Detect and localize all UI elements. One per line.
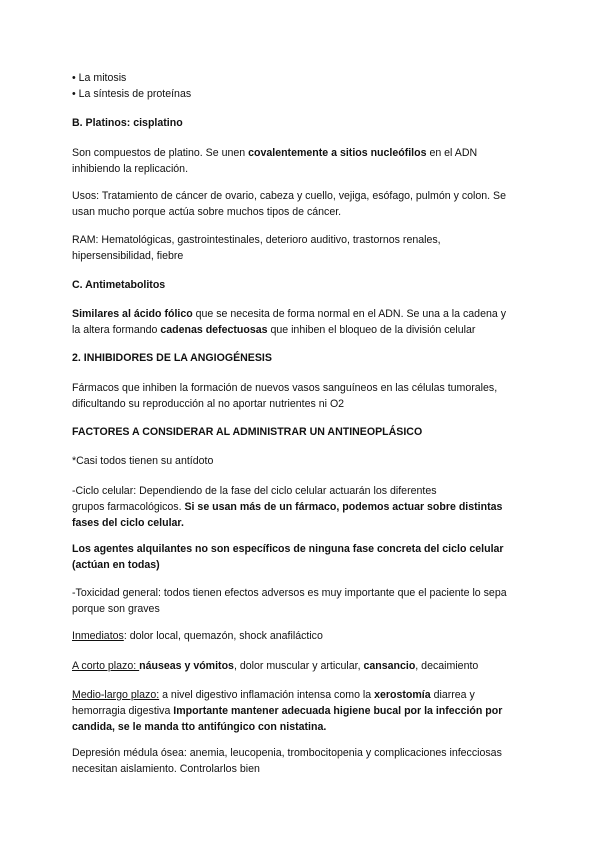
angiogenesis-paragraph: Fármacos que inhiben la formación de nuevos vasos sanguíneos en las células tumorales, dificultando su reproducción al no aportar nutrientes ni O2 bbox=[72, 382, 498, 410]
inmediatos-label: Inmediatos bbox=[72, 630, 124, 642]
ram-paragraph: RAM: Hematológicas, gastrointestinales, deterioro auditivo, trastornos renales, hipersensibilidad, fiebre bbox=[72, 234, 441, 262]
alquilantes-paragraph: Los agentes alquilantes no son específicos de ninguna fase concreta del ciclo celular (actúan en todas) bbox=[72, 543, 504, 571]
medio-largo-paragraph: Medio-largo plazo: a nivel digestivo inflamación intensa como la xerostomía diarrea y hemorragia digestiva Importante mantener adecuada higiene bucal por la infección por candida, se le manda tto antifúngico con nistatina. bbox=[72, 689, 503, 733]
bullet-list bbox=[72, 70, 532, 102]
depresion-paragraph: Depresión médula ósea: anemia, leucopenia, trombocitopenia y complicaciones infecciosas necesitan aislamiento. Controlarlos bien bbox=[72, 747, 502, 775]
bullet-item: • La síntesis de proteínas bbox=[72, 88, 192, 100]
antidoto-note: *Casi todos tienen su antídoto bbox=[72, 455, 214, 467]
platinos-paragraph: Son compuestos de platino. Se unen covalentemente a sitios nucleófilos en el ADN inhibiendo la replicación. bbox=[72, 147, 478, 175]
usos-paragraph: Usos: Tratamiento de cáncer de ovario, cabeza y cuello, vejiga, esófago, pulmón y colon. Se usan mucho porque actúa sobre muchos tipos de cáncer. bbox=[72, 190, 506, 218]
inmediatos-line: Inmediatos: dolor local, quemazón, shock anafiláctico bbox=[72, 630, 323, 642]
corto-plazo-label: A corto plazo: bbox=[72, 660, 140, 672]
section-heading-angiogenesis: 2. INHIBIDORES DE LA ANGIOGÉNESIS bbox=[72, 352, 272, 364]
section-heading-factores: FACTORES A CONSIDERAR AL ADMINISTRAR UN ANTINEOPLÁSICO bbox=[72, 426, 423, 438]
section-heading-antimetabolitos: C. Antimetabolitos bbox=[72, 279, 166, 291]
antimetabolitos-paragraph: Similares al ácido fólico que se necesita de forma normal en el ADN. Se una a la cadena y la altera formando cadenas defectuosas que inhiben el bloqueo de la división celular bbox=[72, 308, 506, 336]
bullet-item: • La mitosis bbox=[72, 72, 127, 84]
ciclo-paragraph: -Ciclo celular: Dependiendo de la fase del ciclo celular actuarán los diferentes grupos farmacológicos. Si se usan más de un fármaco, podemos actuar sobre distintas fases del ciclo celular. bbox=[72, 485, 503, 529]
corto-plazo-line: A corto plazo: náuseas y vómitos, dolor muscular y articular, cansancio, decaimiento bbox=[72, 660, 479, 672]
section-heading-platinos: B. Platinos: cisplatino bbox=[72, 117, 183, 129]
toxicidad-paragraph: -Toxicidad general: todos tienen efectos adversos es muy importante que el paciente lo sepa porque son graves bbox=[72, 587, 507, 615]
medio-largo-label: Medio-largo plazo: bbox=[72, 689, 160, 701]
